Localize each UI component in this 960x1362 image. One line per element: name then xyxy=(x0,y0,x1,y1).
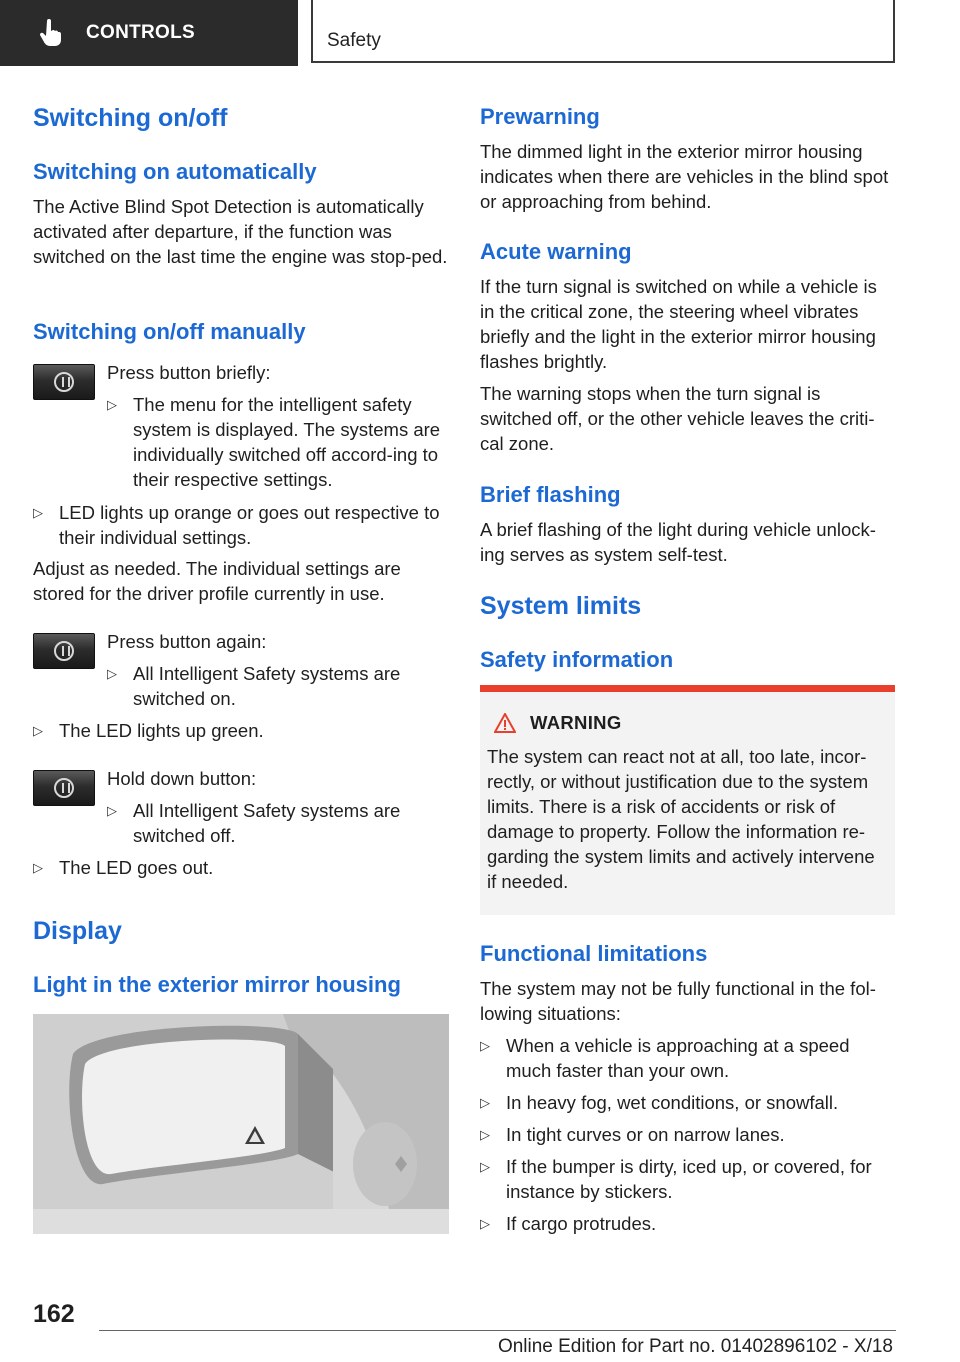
warning-triangle-icon xyxy=(494,713,516,733)
heading-switching-on-automatically: Switching on automatically xyxy=(33,159,317,184)
heading-switching-on-off: Switching on/off xyxy=(33,104,228,132)
heading-functional-limitations: Functional limitations xyxy=(480,941,708,966)
triangle-bullet-icon: ▷ xyxy=(480,1216,490,1231)
paragraph-adjust: Adjust as needed. The individual settings are stored for the driver profile currently in use. xyxy=(33,558,401,604)
paragraph-functional: The system may not be fully functional in the fol-lowing situations: xyxy=(480,978,876,1024)
list-item: ▷ When a vehicle is approaching at a speed much faster than your own. xyxy=(480,1035,850,1081)
list-item: ▷ The LED lights up green. xyxy=(33,720,264,741)
heading-acute-warning: Acute warning xyxy=(480,239,632,264)
list-item: ▷ If cargo protrudes. xyxy=(480,1213,657,1234)
triangle-bullet-icon: ▷ xyxy=(33,860,43,875)
intelligent-safety-button-icon xyxy=(33,633,95,669)
list-item: ▷ All Intelligent Safety systems are switched on. xyxy=(107,663,401,709)
list-item: ▷ If the bumper is dirty, iced up, or covered, for instance by stickers. xyxy=(480,1156,872,1202)
section-label: CONTROLS xyxy=(86,22,196,43)
list-item: ▷ The menu for the intelligent safety system is displayed. The systems are individually switched off accord-ing to their respective settings. xyxy=(107,394,441,490)
warning-header xyxy=(494,712,622,734)
list-item: ▷ In heavy fog, wet conditions, or snowfall. xyxy=(480,1092,839,1113)
section-tab xyxy=(0,0,298,66)
warning-text: The system can react not at all, too late, incor-rectly, or without justification due to the system limits. There is a risk of accidents or risk of damage to property. Follow the information re-garding the system limits and actively intervene if needed. xyxy=(487,746,875,892)
triangle-bullet-icon: ▷ xyxy=(480,1038,490,1053)
triangle-bullet-icon: ▷ xyxy=(480,1127,490,1142)
paragraph-acute-2: The warning stops when the turn signal is switched off, or the other vehicle leaves the criti-cal zone. xyxy=(480,383,875,454)
triangle-bullet-icon: ▷ xyxy=(33,505,43,520)
button-instruction-2: Press button again: xyxy=(107,631,267,652)
mirror-illustration-svg xyxy=(33,1014,449,1234)
heading-brief-flashing: Brief flashing xyxy=(480,482,621,507)
heading-safety-information: Safety information xyxy=(480,647,674,672)
triangle-bullet-icon: ▷ xyxy=(107,666,117,681)
heading-light-mirror-housing: Light in the exterior mirror housing xyxy=(33,972,401,997)
intelligent-safety-button-icon xyxy=(33,770,95,806)
footer-divider xyxy=(99,1330,896,1331)
footer-edition: Online Edition for Part no. 01402896102 - X/18 xyxy=(497,1336,893,1357)
heading-prewarning: Prewarning xyxy=(480,104,600,129)
page-number: 162 xyxy=(33,1300,75,1328)
list-item: ▷ All Intelligent Safety systems are switched off. xyxy=(107,800,401,846)
triangle-bullet-icon: ▷ xyxy=(33,723,43,738)
hand-pointer-icon xyxy=(36,19,64,47)
triangle-bullet-icon: ▷ xyxy=(480,1095,490,1110)
warning-label: WARNING xyxy=(530,712,622,733)
intelligent-safety-button-icon xyxy=(33,364,95,400)
paragraph-acute-1: If the turn signal is switched on while a vehicle is in the critical zone, the steering wheel vibrates briefly and the light in the exterior mirror housing flashes brightly. xyxy=(480,276,877,372)
list-item: ▷ The LED goes out. xyxy=(33,857,214,878)
list-item: ▷ In tight curves or on narrow lanes. xyxy=(480,1124,785,1145)
heading-switching-manually: Switching on/off manually xyxy=(33,319,306,344)
paragraph-brief: A brief flashing of the light during vehicle unlock-ing serves as system self-test. xyxy=(480,519,876,565)
page-title: Safety xyxy=(327,30,381,51)
header-title-box xyxy=(311,0,895,63)
button-instruction-1: Press button briefly: xyxy=(107,362,271,383)
triangle-bullet-icon: ▷ xyxy=(480,1159,490,1174)
list-item: ▷ LED lights up orange or goes out respective to their individual settings. xyxy=(33,502,440,548)
paragraph-prewarning: The dimmed light in the exterior mirror housing indicates when there are vehicles in the blind spot or approaching from behind. xyxy=(480,141,889,212)
heading-display: Display xyxy=(33,917,122,945)
mirror-housing-illustration xyxy=(33,1014,449,1234)
heading-system-limits: System limits xyxy=(480,592,642,620)
triangle-bullet-icon: ▷ xyxy=(107,397,117,412)
paragraph-auto: The Active Blind Spot Detection is automatically activated after departure, if the function was switched on the last time the engine was stop-ped. xyxy=(33,196,448,267)
warning-box xyxy=(480,685,895,915)
button-instruction-3: Hold down button: xyxy=(107,768,257,789)
triangle-bullet-icon: ▷ xyxy=(107,803,117,818)
